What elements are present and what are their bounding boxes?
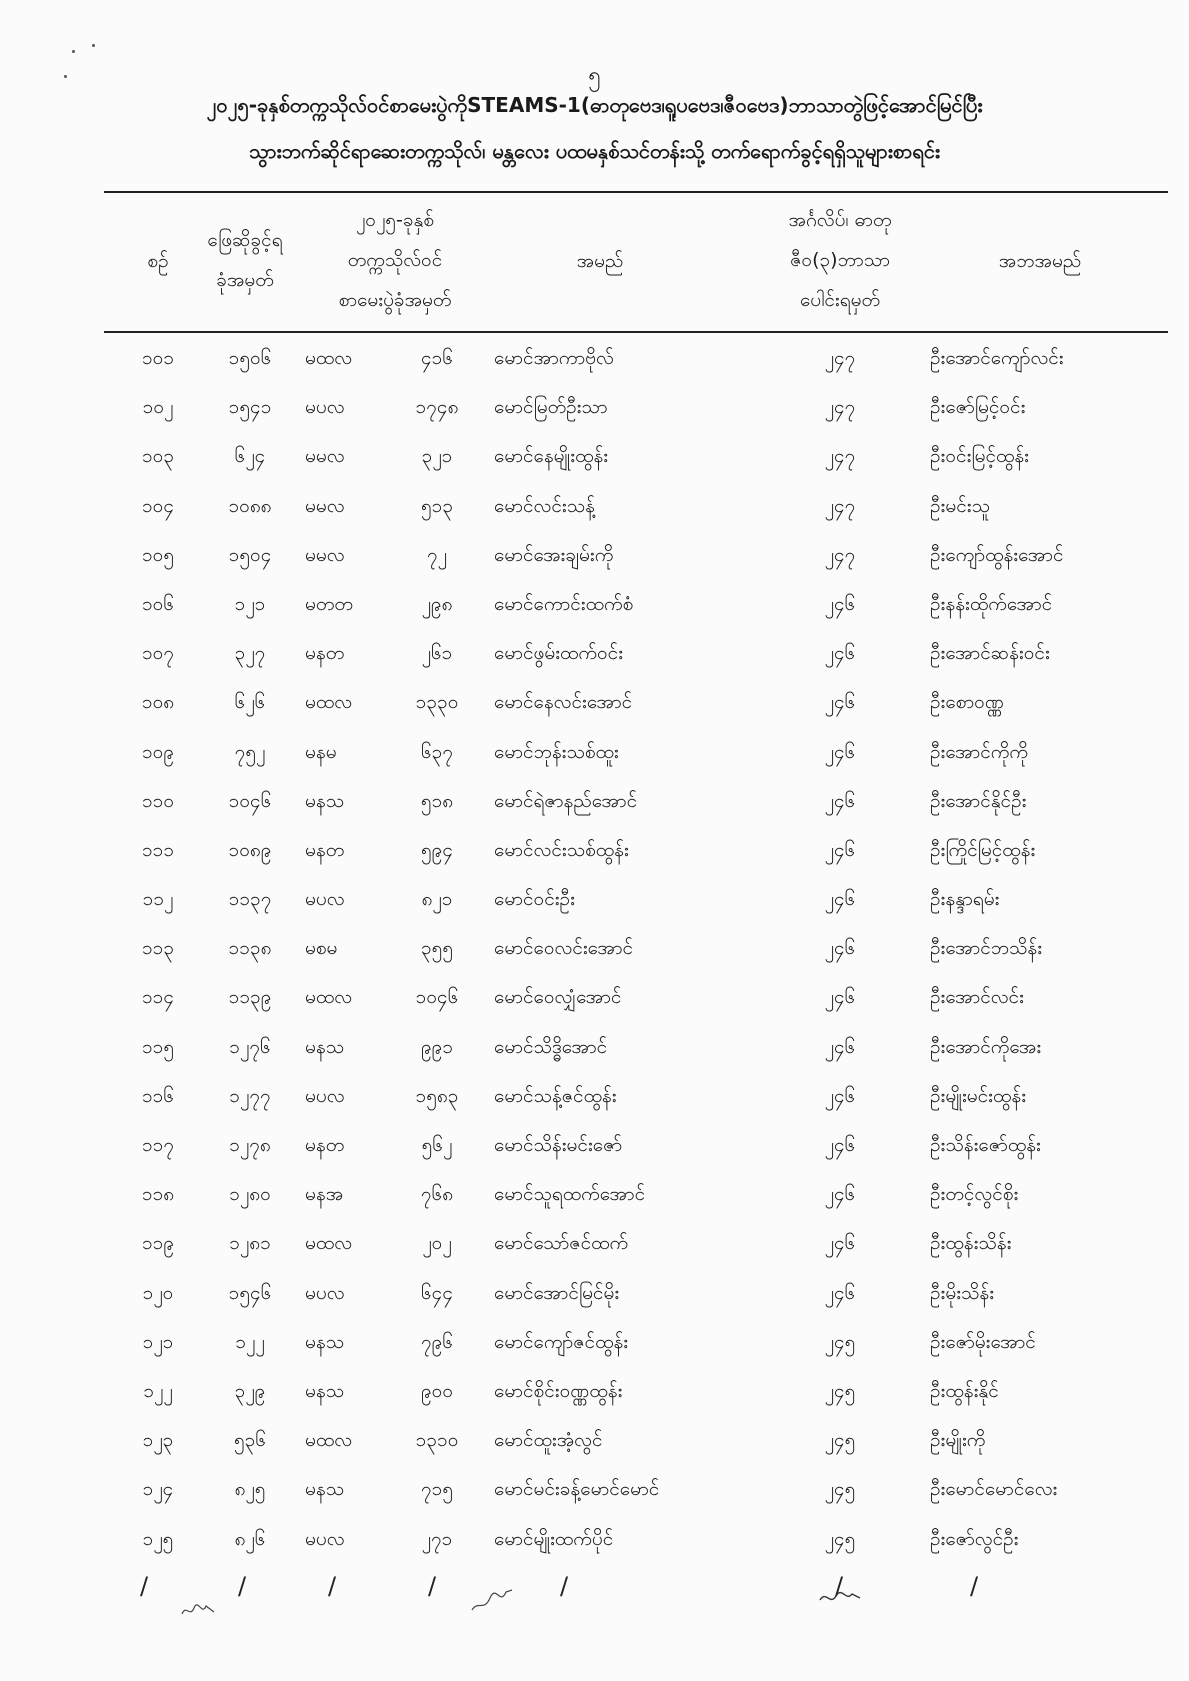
table-row — [0, 1420, 1189, 1469]
table-row — [0, 682, 1189, 731]
exam-no-cell: ၅၉၄ — [420, 838, 454, 861]
centre-code-cell: မထလ — [305, 986, 353, 1009]
roll-no-cell: ၁၀၈၈ — [228, 494, 272, 517]
exam-no-cell: ၅၆၂ — [421, 1134, 453, 1156]
student-name-cell: မောင်သိဒ္ဓိအောင် — [494, 1035, 608, 1058]
centre-code-cell: မပလ — [305, 1084, 345, 1107]
father-name-cell: ဦးအောင်ကိုအေး — [930, 1035, 1042, 1058]
total-marks-cell: ၂၄၆ — [824, 642, 856, 665]
serial-no-cell: ၁၂၂ — [143, 1379, 173, 1402]
tick-mark: / — [140, 1572, 149, 1600]
student-name-cell: မောင်နေလင်းအောင် — [494, 691, 633, 714]
roll-no-cell: ၆၂၆ — [234, 691, 266, 714]
exam-no-cell: ၂၀၂ — [422, 1232, 452, 1255]
serial-no-cell: ၁၂၁ — [142, 1330, 174, 1353]
serial-no-cell: ၁၀၃ — [141, 445, 175, 468]
father-name-cell: ဦးသိန်းဇော်ထွန်း — [930, 1134, 1041, 1156]
document-title-line-1: ၂၀၂၅-ခုနှစ်တက္ကသိုလ်ဝင်စာမေးပွဲကိုSTEAMS-1(ဓာတုဗေဒ၊ရူပဗေဒ၊ဇီဝဗေဒ)ဘာသာတွဲဖြင့်အောင်မြင်ပြီး — [206, 93, 983, 117]
student-name-cell: မောင်ဝေလင်းအောင် — [494, 937, 634, 960]
total-marks-cell: ၂၄၇ — [824, 543, 856, 566]
page-number: ၅ — [588, 63, 601, 88]
exam-no-cell: ၆၄၄ — [420, 1281, 454, 1304]
student-name-cell: မောင်ဘုန်းသစ်ထူး — [494, 740, 619, 763]
exam-no-cell: ၃၅၅ — [420, 937, 454, 960]
document-title-line-2: သွားဘက်ဆိုင်ရာဆေးတက္ကသိုလ်၊ မန္တလေး ပထမနှစ်သင်တန်းသို့ တက်ရောက်ခွင့်ရရှိသူများစာရင်း — [249, 139, 940, 163]
total-marks-cell: ၂၄၆ — [824, 1035, 856, 1058]
serial-no-cell: ၁၁၆ — [141, 1084, 175, 1107]
student-name-cell: မောင်သော်ဇင်ထက် — [494, 1232, 629, 1255]
roll-no-cell: ၈၂၅ — [234, 1478, 266, 1501]
serial-no-cell: ၁၁၄ — [141, 986, 175, 1009]
father-name-cell: ဦးနန်းထိုက်အောင် — [930, 592, 1053, 615]
table-row — [0, 1174, 1189, 1223]
student-name-cell: မောင်ကောင်းထက်စံ — [494, 592, 634, 615]
centre-code-cell: မထလ — [305, 347, 353, 369]
table-row — [0, 1322, 1189, 1371]
serial-no-cell: ၁၁၁ — [141, 838, 175, 861]
serial-no-cell: ၁၀၆ — [141, 592, 175, 615]
total-marks-cell: ၂၄၅ — [824, 1478, 856, 1501]
roll-no-cell: ၁၂၇၇ — [229, 1084, 271, 1107]
serial-no-cell: ၁၁၈ — [141, 1183, 175, 1206]
father-name-cell: ဦးတင့်လွင်စိုး — [930, 1183, 1019, 1206]
student-name-cell: မောင်လင်းသစ်ထွန်း — [494, 838, 629, 861]
total-marks-cell: ၂၄၇ — [824, 396, 856, 419]
roll-no-cell: ၁၀၈၉ — [228, 838, 272, 861]
serial-no-cell: ၁၁၂ — [142, 888, 174, 911]
serial-no-cell: ၁၀၅ — [141, 543, 175, 566]
centre-code-cell: မနတ — [305, 1134, 345, 1156]
student-name-cell: မောင်အာကာဗိုလ် — [494, 347, 614, 369]
exam-no-cell: ၈၂၁ — [421, 888, 453, 911]
total-marks-cell: ၂၄၆ — [824, 838, 856, 861]
tick-mark: / — [560, 1572, 569, 1600]
father-name-cell: ဦးနန္ဒာရမ်း — [930, 888, 1000, 911]
father-name-cell: ဦးဝင်းမြင့်ထွန်း — [930, 445, 1030, 468]
serial-no-cell: ၁၀၁ — [141, 347, 175, 369]
serial-no-cell: ၁၁၉ — [141, 1232, 175, 1255]
roll-no-cell: ၁၅၄၁ — [228, 396, 272, 419]
serial-no-cell: ၁၀၄ — [141, 494, 175, 517]
serial-no-cell: ၁၀၇ — [141, 642, 175, 665]
serial-no-cell: ၁၁၃ — [141, 937, 175, 960]
centre-code-cell: မပလ — [305, 1527, 345, 1550]
exam-no-cell: ၁၇၄၈ — [415, 396, 459, 419]
table-row — [0, 535, 1189, 584]
serial-no-cell: ၁၀၉ — [141, 740, 175, 763]
centre-code-cell: မနအ — [305, 1183, 344, 1206]
centre-code-cell: မမလ — [305, 494, 345, 517]
tick-mark: / — [835, 1572, 844, 1600]
roll-no-cell: ၃၂၇ — [234, 642, 266, 665]
table-row — [0, 732, 1189, 781]
serial-no-cell: ၁၂၃ — [142, 1429, 174, 1452]
exam-no-cell: ၁၅၈၃ — [415, 1084, 459, 1107]
table-header-rule — [104, 331, 1168, 333]
table-row — [0, 879, 1189, 928]
total-marks-cell: ၂၄၆ — [824, 740, 856, 763]
centre-code-cell: မတတ — [305, 592, 353, 615]
roll-no-cell: ၁၁၃၉ — [228, 986, 272, 1009]
centre-code-cell: မမလ — [305, 445, 345, 468]
centre-code-cell: မပလ — [305, 396, 345, 419]
father-name-cell: ဦးအောင်ကျော်လင်း — [930, 347, 1064, 369]
roll-no-cell: ၆၂၄ — [234, 445, 266, 468]
centre-code-cell: မနသ — [305, 1478, 345, 1501]
exam-no-cell: ၂၇၁ — [421, 1527, 453, 1550]
table-row — [0, 584, 1189, 633]
total-marks-cell: ၂၄၆ — [824, 1134, 856, 1156]
serial-no-cell: ၁၁၇ — [141, 1134, 175, 1156]
total-marks-cell: ၂၄၆ — [824, 789, 856, 812]
table-top-rule — [104, 191, 1168, 193]
student-name-cell: မောင်ဖွမ်းထက်ဝင်း — [494, 642, 624, 665]
table-row — [0, 436, 1189, 485]
total-marks-cell: ၂၄၅ — [824, 1429, 856, 1452]
exam-no-cell: ၉၀၀ — [420, 1379, 454, 1402]
student-name-cell: မောင်မင်းခန့်မောင်မောင် — [494, 1478, 660, 1501]
student-name-cell: မောင်အေးချမ်းကို — [494, 543, 614, 566]
total-marks-cell: ၂၄၆ — [824, 1232, 856, 1255]
total-marks-cell: ၂၄၆ — [824, 691, 856, 714]
student-name-cell: မောင်ဝင်းဦး — [494, 888, 575, 911]
exam-no-cell: ၁၃၃၀ — [415, 691, 459, 714]
table-row — [0, 977, 1189, 1026]
centre-code-cell: မနသ — [305, 1330, 345, 1353]
tick-mark: / — [970, 1572, 979, 1600]
exam-no-cell: ၄၁၆ — [420, 347, 454, 369]
exam-no-cell: ၁၀၄၆ — [415, 986, 459, 1009]
father-name-cell: ဦးမျိုးမင်းထွန်း — [930, 1084, 1027, 1107]
table-row — [0, 486, 1189, 535]
tick-mark: / — [328, 1572, 337, 1600]
centre-code-cell: မစမ — [305, 937, 338, 960]
father-name-cell: ဦးထွန်းနိုင် — [930, 1379, 999, 1402]
student-name-cell: မောင်ထူးအံ့လွင် — [494, 1429, 603, 1452]
father-name-cell: ဦးထွန်းသိန်း — [930, 1232, 1012, 1255]
centre-code-cell: မနသ — [305, 1379, 345, 1402]
exam-no-cell: ၃၂၁ — [421, 445, 453, 468]
father-name-cell: ဦးစောဝဏ္ဏ — [930, 691, 1004, 714]
serial-no-cell: ၁၁၀ — [141, 789, 175, 812]
roll-no-cell: ၇၅၂ — [234, 740, 266, 763]
father-name-cell: ဦးမောင်မောင်လေး — [930, 1478, 1058, 1501]
exam-no-cell: ၇၂ — [426, 543, 448, 566]
roll-no-cell: ၁၅၀၄ — [228, 543, 272, 566]
initials-signature — [470, 1586, 514, 1616]
roll-no-cell: ၁၂၈၀ — [229, 1183, 271, 1206]
signature-row — [0, 1572, 1189, 1612]
student-name-cell: မောင်မျိုးထက်ပိုင် — [494, 1527, 614, 1550]
total-marks-cell: ၂၄၇ — [824, 347, 856, 369]
student-name-cell: မောင်အောင်မြင်မိုး — [494, 1281, 620, 1304]
father-name-cell: ဦးအောင်ဆန်းဝင်း — [930, 642, 1050, 665]
table-row — [0, 1469, 1189, 1518]
header-father-name: အဘအမည် — [998, 250, 1082, 272]
roll-no-cell: ၁၂၈၁ — [229, 1232, 271, 1255]
centre-code-cell: မနတ — [305, 838, 345, 861]
student-name-cell: မောင်သိန်းမင်းဇော် — [494, 1134, 623, 1156]
father-name-cell: ဦးမျိုးကို — [930, 1429, 986, 1452]
centre-code-cell: မနသ — [305, 789, 345, 812]
father-name-cell: ဦးအောင်ဘသိန်း — [930, 937, 1043, 960]
total-marks-cell: ၂၄၇ — [824, 445, 856, 468]
centre-code-cell: မနမ — [305, 740, 337, 763]
table-row — [0, 928, 1189, 977]
student-name-cell: မောင်နေမျိုးထွန်း — [494, 445, 609, 468]
student-name-cell: မောင်ဝေလျှံအောင် — [494, 986, 622, 1009]
total-marks-cell: ၂၄၆ — [824, 888, 856, 911]
header-roll-no: ဖြေဆိုခွင့်ရ ခုံအမှတ် — [207, 229, 283, 291]
table-body — [0, 338, 1189, 1568]
father-name-cell: ဦးဇော်လွင်ဦး — [930, 1527, 1019, 1550]
father-name-cell: ဦးမင်းသူ — [930, 494, 990, 517]
exam-no-cell: ၇၉၆ — [420, 1330, 454, 1353]
roll-no-cell: ၃၂၉ — [234, 1379, 266, 1402]
table-row — [0, 1223, 1189, 1272]
table-row — [0, 1125, 1189, 1174]
serial-no-cell: ၁၂၄ — [142, 1478, 174, 1501]
student-name-cell: မောင်စိုင်းဝဏ္ဏထွန်း — [494, 1379, 623, 1402]
table-row — [0, 1519, 1189, 1568]
father-name-cell: ဦးအောင်ကိုကို — [930, 740, 1028, 763]
table-row — [0, 1076, 1189, 1125]
total-marks-cell: ၂၄၅ — [824, 1527, 856, 1550]
student-name-cell: မောင်ကျော်ဇင်ထွန်း — [494, 1330, 629, 1353]
centre-code-cell: မမလ — [305, 543, 345, 566]
centre-code-cell: မထလ — [305, 1232, 353, 1255]
exam-no-cell: ၇၆၈ — [420, 1183, 454, 1206]
student-name-cell: မောင်မြတ်ဦးသာ — [494, 396, 608, 419]
father-name-cell: ဦးမိုးသိန်း — [930, 1281, 995, 1304]
table-row — [0, 1371, 1189, 1420]
roll-no-cell: ၁၂၇၈ — [229, 1134, 271, 1156]
serial-no-cell: ၁၀၂ — [142, 396, 174, 419]
student-name-cell: မောင်လင်းသန့် — [494, 494, 595, 517]
serial-no-cell: ၁၂၅ — [142, 1527, 174, 1550]
initials-signature — [818, 1588, 862, 1608]
centre-code-cell: မနတ — [305, 642, 345, 665]
total-marks-cell: ၂၄၆ — [824, 986, 856, 1009]
tick-mark: / — [428, 1572, 437, 1600]
total-marks-cell: ၂၄၆ — [824, 1183, 856, 1206]
scan-speck — [72, 50, 75, 53]
serial-no-cell: ၁၁၅ — [141, 1035, 175, 1058]
header-serial-no: စဉ် — [147, 250, 169, 272]
roll-no-cell: ၁၀၄၆ — [228, 789, 272, 812]
total-marks-cell: ၂၄၆ — [824, 592, 856, 615]
centre-code-cell: မပလ — [305, 1281, 345, 1304]
exam-no-cell: ၁၃၁၀ — [415, 1429, 459, 1452]
centre-code-cell: မထလ — [305, 691, 353, 714]
initials-signature — [180, 1600, 216, 1620]
roll-no-cell: ၁၁၃၈ — [228, 937, 272, 960]
roll-no-cell: ၁၂၁ — [234, 592, 266, 615]
roll-no-cell: ၁၁၃၇ — [228, 888, 272, 911]
table-row — [0, 338, 1189, 387]
centre-code-cell: မထလ — [305, 1429, 353, 1452]
serial-no-cell: ၁၀၈ — [141, 691, 175, 714]
total-marks-cell: ၂၄၅ — [824, 1330, 856, 1353]
exam-no-cell: ၆၃၇ — [420, 740, 454, 763]
serial-no-cell: ၁၂၀ — [142, 1281, 174, 1304]
total-marks-cell: ၂၄၆ — [824, 1281, 856, 1304]
exam-no-cell: ၉၉၁ — [420, 1035, 454, 1058]
centre-code-cell: မပလ — [305, 888, 345, 911]
roll-no-cell: ၁၂၇၆ — [229, 1035, 271, 1058]
roll-no-cell: ၅၃၆ — [233, 1429, 267, 1452]
header-name: အမည် — [576, 250, 624, 272]
header-exam-no: ၂၀၂၅-ခုနှစ် တက္ကသိုလ်ဝင် စာမေးပွဲခုံအမှတ် — [338, 209, 452, 311]
father-name-cell: ဦးအောင်နိုင်ဦး — [930, 789, 1027, 812]
student-name-cell: မောင်သန့်ဇင်ထွန်း — [494, 1084, 617, 1107]
roll-no-cell: ၁၅၄၆ — [228, 1281, 272, 1304]
table-row — [0, 1273, 1189, 1322]
table-row — [0, 781, 1189, 830]
table-row — [0, 830, 1189, 879]
father-name-cell: ဦးဇော်မြင့်ဝင်း — [930, 396, 1026, 419]
header-total-marks: အင်္ဂလိပ်၊ ဓာတု ဇီဝ(၃)ဘာသာ ပေါင်းရမှတ် — [788, 209, 892, 311]
student-name-cell: မောင်သူရထက်အောင် — [494, 1183, 646, 1206]
exam-no-cell: ၅၁၃ — [420, 494, 454, 517]
tick-mark: / — [238, 1572, 247, 1600]
exam-no-cell: ၇၁၅ — [420, 1478, 454, 1501]
table-row — [0, 1027, 1189, 1076]
father-name-cell: ဦးဇော်မိုးအောင် — [930, 1330, 1036, 1353]
roll-no-cell: ၁၅၀၆ — [228, 347, 272, 369]
roll-no-cell: ၈၂၆ — [234, 1527, 266, 1550]
exam-no-cell: ၂၆၁ — [421, 642, 453, 665]
table-row — [0, 633, 1189, 682]
exam-no-cell: ၂၉၈ — [421, 592, 453, 615]
father-name-cell: ဦးကျော်ထွန်းအောင် — [930, 543, 1064, 566]
father-name-cell: ဦးကြိုင်မြင့်ထွန်း — [930, 838, 1036, 861]
total-marks-cell: ၂၄၆ — [824, 937, 856, 960]
roll-no-cell: ၁၂၂ — [235, 1330, 265, 1353]
scan-speck — [92, 44, 95, 47]
student-name-cell: မောင်ရဲဇာနည်အောင် — [494, 789, 638, 812]
table-row — [0, 387, 1189, 436]
total-marks-cell: ၂၄၆ — [824, 1084, 856, 1107]
centre-code-cell: မနသ — [305, 1035, 345, 1058]
total-marks-cell: ၂၄၇ — [824, 494, 856, 517]
father-name-cell: ဦးအောင်လင်း — [930, 986, 1024, 1009]
total-marks-cell: ၂၄၅ — [824, 1379, 856, 1402]
exam-no-cell: ၅၁၈ — [420, 789, 454, 812]
